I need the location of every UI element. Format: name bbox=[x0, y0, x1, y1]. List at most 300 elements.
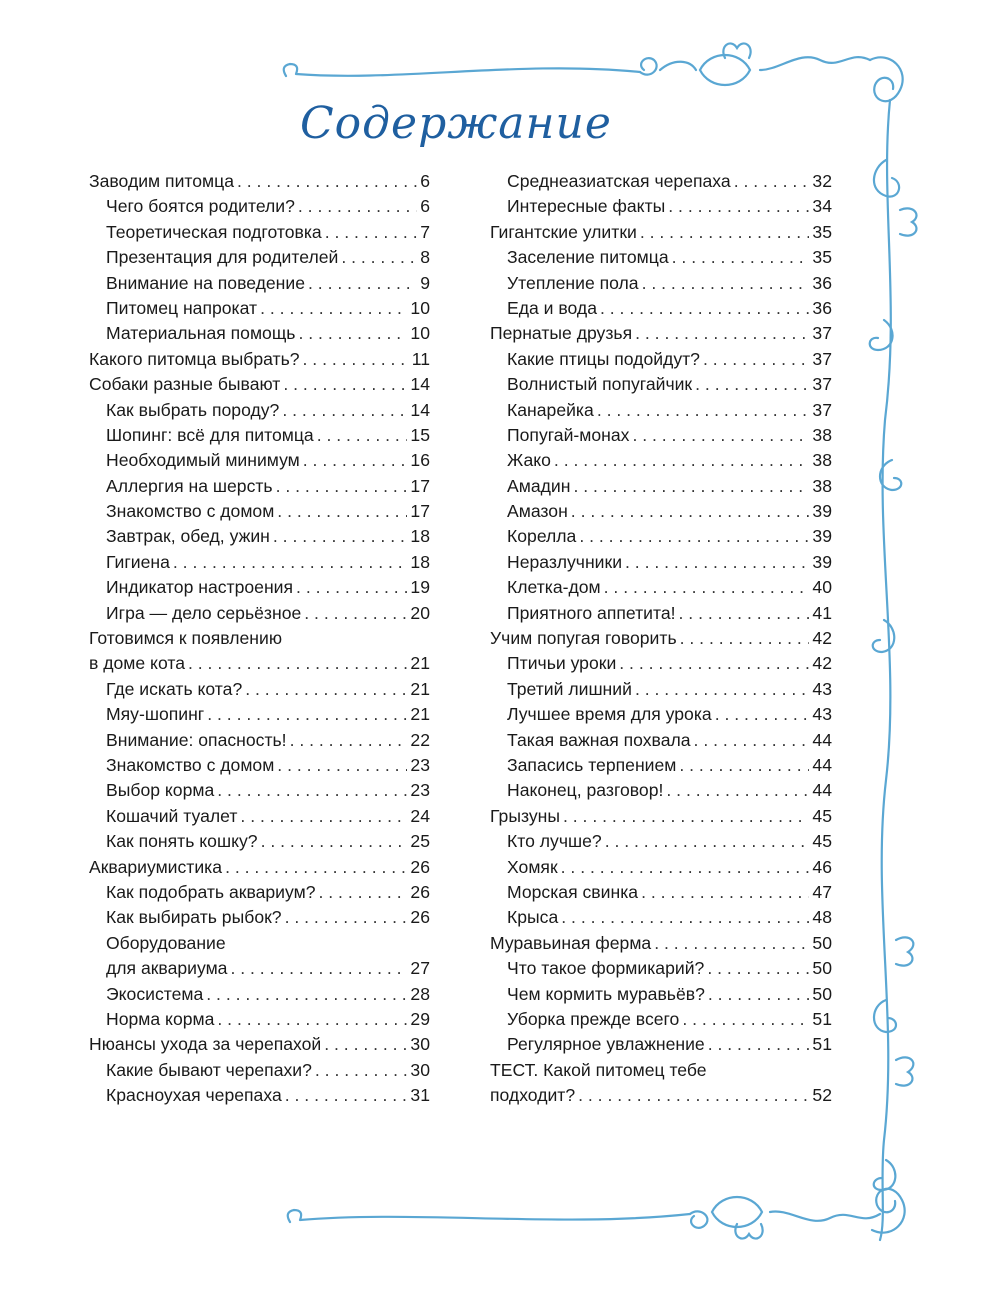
toc-page-number: 44 bbox=[812, 729, 832, 750]
toc-page-number: 32 bbox=[812, 171, 832, 191]
corner-swirl-top-right bbox=[870, 57, 903, 101]
toc-dot-leader bbox=[734, 169, 810, 194]
toc-page-number: 21 bbox=[410, 704, 430, 725]
toc-dot-leader bbox=[173, 550, 408, 575]
toc-entry-title: Чего боятся родители? bbox=[106, 196, 295, 217]
toc-entry-title: Чем кормить муравьёв? bbox=[507, 983, 705, 1004]
toc-entry[interactable] bbox=[89, 194, 430, 219]
toc-dot-leader bbox=[708, 982, 810, 1007]
toc-page-number: 50 bbox=[812, 983, 832, 1004]
toc-dot-leader bbox=[625, 550, 809, 575]
toc-entry[interactable] bbox=[89, 1083, 430, 1108]
toc-entry-title: Неразлучники bbox=[507, 551, 623, 572]
toc-entry[interactable] bbox=[89, 753, 430, 778]
top-border-scroll bbox=[284, 64, 640, 76]
toc-entry-title: Мяу-шопинг bbox=[106, 704, 205, 725]
toc-dot-leader bbox=[640, 220, 810, 245]
toc-entry[interactable] bbox=[490, 982, 832, 1007]
toc-entry[interactable] bbox=[490, 398, 832, 423]
toc-entry-title: для аквариума bbox=[106, 958, 228, 979]
toc-entry[interactable] bbox=[89, 1007, 430, 1032]
toc-entry-title: Шопинг: всё для питомца bbox=[106, 424, 314, 445]
toc-entry[interactable] bbox=[490, 651, 832, 676]
toc-entry[interactable] bbox=[89, 448, 430, 473]
toc-entry[interactable] bbox=[89, 677, 430, 702]
toc-page-number: 21 bbox=[410, 653, 430, 674]
toc-dot-leader bbox=[682, 1007, 809, 1032]
toc-page-number: 39 bbox=[812, 551, 832, 572]
toc-dot-leader bbox=[217, 1007, 407, 1032]
toc-dot-leader bbox=[708, 1032, 810, 1057]
toc-page-number: 23 bbox=[410, 754, 430, 775]
toc-dot-leader bbox=[641, 880, 809, 905]
toc-dot-leader bbox=[237, 169, 417, 194]
toc-dot-leader bbox=[296, 575, 407, 600]
toc-page-number: 42 bbox=[812, 628, 832, 649]
toc-dot-leader bbox=[573, 474, 809, 499]
toc-entry-title: Аквариумистика bbox=[89, 856, 223, 877]
toc-dot-leader bbox=[635, 677, 809, 702]
toc-page-number: 50 bbox=[812, 958, 832, 979]
toc-entry-title: Клетка-дом bbox=[507, 577, 601, 598]
toc-entry-title: Как подобрать аквариум? bbox=[106, 881, 316, 902]
corner-swirl-bottom-right bbox=[872, 1189, 905, 1233]
toc-page-number: 38 bbox=[812, 475, 832, 496]
toc-entry[interactable] bbox=[490, 271, 832, 296]
toc-page-number: 10 bbox=[410, 297, 430, 318]
toc-entry-title: Какие бывают черепахи? bbox=[106, 1059, 312, 1080]
right-curl-6 bbox=[874, 1160, 896, 1190]
toc-entry[interactable] bbox=[89, 601, 430, 626]
toc-dot-leader bbox=[283, 372, 407, 397]
toc-entry-title: Корелла bbox=[507, 526, 577, 547]
toc-entry[interactable] bbox=[89, 575, 430, 600]
toc-entry[interactable] bbox=[490, 347, 832, 372]
toc-entry-title: Гигантские улитки bbox=[490, 221, 637, 242]
toc-page-number: 16 bbox=[410, 450, 430, 471]
toc-page-number: 50 bbox=[812, 932, 832, 953]
toc-entry[interactable] bbox=[89, 855, 430, 880]
toc-entry[interactable] bbox=[89, 474, 430, 499]
toc-entry[interactable] bbox=[490, 220, 832, 245]
toc-entry-title: Нюансы ухода за черепахой bbox=[89, 1034, 322, 1055]
toc-page-number: 14 bbox=[410, 374, 430, 395]
toc-page-number: 37 bbox=[812, 348, 832, 369]
toc-page-number: 25 bbox=[410, 831, 430, 852]
toc-entry[interactable] bbox=[490, 702, 832, 727]
toc-dot-leader bbox=[715, 702, 810, 727]
toc-dot-leader bbox=[561, 905, 809, 930]
toc-page-number: 45 bbox=[812, 831, 832, 852]
toc-page-number: 39 bbox=[812, 526, 832, 547]
toc-dot-leader bbox=[206, 982, 407, 1007]
toc-dot-leader bbox=[304, 601, 407, 626]
toc-entry-title: Крыса bbox=[507, 907, 559, 928]
toc-entry[interactable] bbox=[89, 804, 430, 829]
toc-dot-leader bbox=[563, 804, 809, 829]
top-curl-3 bbox=[760, 57, 870, 70]
toc-entry-title: Завтрак, обед, ужин bbox=[106, 526, 270, 547]
toc-page-number: 38 bbox=[812, 450, 832, 471]
toc-dot-leader bbox=[298, 194, 417, 219]
toc-page-number: 37 bbox=[812, 399, 832, 420]
toc-entry[interactable] bbox=[89, 321, 430, 346]
toc-entry[interactable] bbox=[89, 347, 430, 372]
toc-dot-leader bbox=[632, 423, 809, 448]
toc-entry[interactable] bbox=[89, 550, 430, 575]
toc-column-right bbox=[490, 169, 832, 1108]
toc-page-number: 15 bbox=[410, 424, 430, 445]
toc-entry-title: Учим попугая говорить bbox=[490, 628, 677, 649]
toc-page-number: 44 bbox=[812, 780, 832, 801]
toc-entry[interactable] bbox=[490, 677, 832, 702]
toc-dot-leader bbox=[695, 372, 809, 397]
toc-page-number: 20 bbox=[410, 602, 430, 623]
toc-dot-leader bbox=[341, 245, 417, 270]
toc-page-number: 41 bbox=[812, 602, 832, 623]
toc-entry-title: Приятного аппетита! bbox=[507, 602, 676, 623]
toc-entry-title: в доме кота bbox=[89, 653, 185, 674]
toc-entry-title: подходит? bbox=[490, 1085, 576, 1106]
toc-entry-title: Внимание на поведение bbox=[106, 272, 306, 293]
toc-entry-title: Питомец напрокат bbox=[106, 297, 258, 318]
toc-entry[interactable] bbox=[490, 753, 832, 778]
toc-entry[interactable] bbox=[89, 905, 430, 930]
toc-entry-title: Презентация для родителей bbox=[106, 247, 339, 268]
right-border-line bbox=[880, 100, 891, 1240]
toc-entry-title: Морская свинка bbox=[507, 881, 639, 902]
toc-dot-leader bbox=[642, 271, 810, 296]
toc-entry[interactable] bbox=[490, 296, 832, 321]
toc-entry-title: Норма корма bbox=[106, 1008, 215, 1029]
toc-page-number: 23 bbox=[410, 780, 430, 801]
toc-entry[interactable] bbox=[89, 829, 430, 854]
toc-dot-leader bbox=[635, 321, 809, 346]
toc-page-number: 30 bbox=[410, 1034, 430, 1055]
toc-dot-leader bbox=[680, 626, 810, 651]
toc-entry[interactable] bbox=[490, 372, 832, 397]
right-curl-4 bbox=[873, 620, 895, 652]
toc-dot-leader bbox=[240, 804, 407, 829]
toc-page-number: 43 bbox=[812, 678, 832, 699]
toc-dot-leader bbox=[679, 601, 810, 626]
toc-entry-title: Игра — дело серьёзное bbox=[106, 602, 302, 623]
toc-entry-title: Среднеазиатская черепаха bbox=[507, 171, 731, 191]
toc-entry-title: Еда и вода bbox=[507, 297, 597, 318]
toc-entry-title: Где искать кота? bbox=[106, 678, 243, 699]
toc-entry-title: Знакомство с домом bbox=[106, 754, 275, 775]
toc-entry-title: Кто лучше? bbox=[507, 831, 602, 852]
toc-page-number: 7 bbox=[420, 221, 430, 242]
toc-entry-title: Канарейка bbox=[507, 399, 594, 420]
toc-entry-title: Красноухая черепаха bbox=[106, 1085, 282, 1106]
toc-entry[interactable] bbox=[490, 626, 832, 651]
bottom-border-line bbox=[288, 1210, 690, 1222]
toc-dot-leader bbox=[318, 880, 407, 905]
top-curl-1 bbox=[640, 58, 657, 74]
toc-dot-leader bbox=[600, 296, 809, 321]
toc-page-number: 28 bbox=[410, 983, 430, 1004]
toc-dot-leader bbox=[561, 855, 810, 880]
toc-entry[interactable] bbox=[490, 575, 832, 600]
toc-entry[interactable] bbox=[89, 499, 430, 524]
toc-entry[interactable] bbox=[490, 1083, 832, 1108]
toc-page-number: 39 bbox=[812, 501, 832, 522]
toc-page-number: 9 bbox=[420, 272, 430, 293]
toc-page-number: 8 bbox=[420, 247, 430, 268]
toc-dot-leader bbox=[273, 524, 408, 549]
toc-page-number: 27 bbox=[410, 958, 430, 979]
toc-entry[interactable] bbox=[490, 601, 832, 626]
toc-entry-title: Внимание: опасность! bbox=[106, 729, 287, 750]
toc-page-number: 36 bbox=[812, 297, 832, 318]
toc-dot-leader bbox=[668, 194, 809, 219]
toc-page-number: 26 bbox=[410, 856, 430, 877]
toc-dot-leader bbox=[605, 829, 810, 854]
toc-page-number: 37 bbox=[812, 374, 832, 395]
toc-entry-title: Аллергия на шерсть bbox=[106, 475, 273, 496]
toc-entry-title: Собаки разные бывают bbox=[89, 374, 281, 395]
toc-entry-title: Наконец, разговор! bbox=[507, 780, 664, 801]
toc-entry[interactable] bbox=[490, 804, 832, 829]
toc-entry[interactable] bbox=[89, 956, 430, 981]
toc-entry[interactable] bbox=[490, 1007, 832, 1032]
toc-page-number: 46 bbox=[812, 856, 832, 877]
toc-dot-leader bbox=[217, 778, 407, 803]
toc-page-number: 31 bbox=[410, 1085, 430, 1106]
toc-page-number: 21 bbox=[410, 678, 430, 699]
top-curl-2 bbox=[660, 62, 696, 70]
toc-entry-title: Как выбрать породу? bbox=[106, 399, 280, 420]
toc-entry-title: Волнистый попугайчик bbox=[507, 374, 693, 395]
toc-entry[interactable] bbox=[490, 524, 832, 549]
toc-dot-leader bbox=[578, 1083, 809, 1108]
toc-entry-title: Индикатор настроения bbox=[106, 577, 294, 598]
toc-dot-leader bbox=[277, 753, 407, 778]
toc-dot-leader bbox=[579, 524, 809, 549]
toc-page-number: 42 bbox=[812, 653, 832, 674]
toc-entry-title: Какого питомца выбрать? bbox=[89, 348, 300, 369]
toc-dot-leader bbox=[679, 753, 809, 778]
toc-dot-leader bbox=[188, 651, 407, 676]
toc-entry[interactable] bbox=[89, 372, 430, 397]
toc-page-number: 24 bbox=[410, 805, 430, 826]
toc-page-number: 45 bbox=[812, 805, 832, 826]
toc-entry[interactable] bbox=[490, 1032, 832, 1057]
toc-entry-title: Попугай-монах bbox=[507, 424, 630, 445]
toc-entry-title: ТЕСТ. Какой питомец тебе bbox=[490, 1059, 707, 1080]
toc-entry[interactable] bbox=[89, 778, 430, 803]
toc-dot-leader bbox=[672, 245, 810, 270]
toc-entry[interactable] bbox=[89, 931, 430, 956]
toc-entry[interactable] bbox=[490, 550, 832, 575]
toc-entry[interactable] bbox=[89, 423, 430, 448]
toc-entry-title: Хомяк bbox=[507, 856, 558, 877]
toc-entry-title: Амадин bbox=[507, 475, 571, 496]
toc-dot-leader bbox=[303, 448, 408, 473]
toc-page-number: 36 bbox=[812, 272, 832, 293]
toc-entry-title: Третий лишний bbox=[507, 678, 632, 699]
toc-entry[interactable] bbox=[490, 499, 832, 524]
toc-entry-title: Регулярное увлажнение bbox=[507, 1034, 705, 1055]
toc-entry[interactable] bbox=[490, 423, 832, 448]
top-flourish bbox=[700, 55, 750, 85]
toc-dot-leader bbox=[282, 398, 407, 423]
toc-page-number: 43 bbox=[812, 704, 832, 725]
toc-entry-title: Лучшее время для урока bbox=[507, 704, 712, 725]
toc-dot-leader bbox=[303, 347, 409, 372]
toc-entry[interactable] bbox=[89, 728, 430, 753]
toc-entry[interactable] bbox=[490, 448, 832, 473]
toc-entry-title: Готовимся к появлению bbox=[89, 628, 283, 649]
toc-page-number: 11 bbox=[411, 348, 430, 369]
toc-entry[interactable] bbox=[490, 778, 832, 803]
toc-entry[interactable] bbox=[89, 982, 430, 1007]
toc-dot-leader bbox=[317, 423, 408, 448]
toc-entry-title: Знакомство с домом bbox=[106, 501, 275, 522]
toc-entry[interactable] bbox=[490, 905, 832, 930]
toc-entry-title: Птичьи уроки bbox=[507, 653, 617, 674]
right-leaf-2 bbox=[896, 937, 913, 965]
toc-entry[interactable] bbox=[490, 728, 832, 753]
toc-entry-title: Такая важная похвала bbox=[507, 729, 691, 750]
toc-entry-title: Оборудование bbox=[106, 932, 226, 953]
right-leaf-1 bbox=[900, 208, 916, 235]
toc-dot-leader bbox=[290, 728, 408, 753]
toc-page-number: 17 bbox=[410, 501, 430, 522]
toc-entry[interactable] bbox=[89, 398, 430, 423]
toc-entry-title: Уборка прежде всего bbox=[507, 1008, 680, 1029]
toc-page-number: 40 bbox=[812, 577, 832, 598]
toc-page-number: 29 bbox=[410, 1008, 430, 1029]
toc-entry[interactable] bbox=[89, 880, 430, 905]
toc-entry[interactable] bbox=[490, 1058, 832, 1083]
toc-entry-title: Какие птицы подойдут? bbox=[507, 348, 700, 369]
toc-entry[interactable] bbox=[89, 245, 430, 270]
toc-entry-title: Грызуны bbox=[490, 805, 560, 826]
toc-entry-title: Заводим питомца bbox=[89, 171, 234, 191]
toc-entry[interactable] bbox=[89, 1058, 430, 1083]
toc-dot-leader bbox=[571, 499, 810, 524]
toc-dot-leader bbox=[597, 398, 810, 423]
toc-page-number: 34 bbox=[812, 196, 832, 217]
toc-page-number: 6 bbox=[420, 196, 430, 217]
toc-entry-title: Материальная помощь bbox=[106, 323, 296, 344]
toc-dot-leader bbox=[654, 931, 809, 956]
toc-page-number: 51 bbox=[812, 1008, 832, 1029]
toc-entry-title: Интересные факты bbox=[507, 196, 666, 217]
toc-dot-leader bbox=[260, 296, 407, 321]
toc-entry-title: Пернатые друзья bbox=[490, 323, 633, 344]
right-curl-5 bbox=[874, 1000, 896, 1032]
bottom-flourish bbox=[712, 1197, 762, 1227]
toc-page-number: 18 bbox=[410, 551, 430, 572]
toc-page-number: 38 bbox=[812, 424, 832, 445]
toc-dot-leader bbox=[325, 220, 417, 245]
toc-entry[interactable] bbox=[490, 829, 832, 854]
toc-dot-leader bbox=[308, 271, 417, 296]
toc-page-number: 48 bbox=[812, 907, 832, 928]
toc-dot-leader bbox=[207, 702, 407, 727]
toc-entry[interactable] bbox=[490, 169, 832, 194]
toc-entry-title: Выбор корма bbox=[106, 780, 215, 801]
bottom-curl-2 bbox=[770, 1211, 880, 1220]
toc-entry-title: Амазон bbox=[507, 501, 568, 522]
toc-page-number: 6 bbox=[420, 171, 430, 191]
toc-entry[interactable] bbox=[89, 169, 430, 194]
bottom-curl-1 bbox=[690, 1211, 707, 1227]
toc-page-number: 17 bbox=[410, 475, 430, 496]
toc-dot-leader bbox=[276, 474, 408, 499]
toc-dot-leader bbox=[619, 651, 809, 676]
toc-page-number: 26 bbox=[410, 907, 430, 928]
toc-entry[interactable] bbox=[490, 855, 832, 880]
toc-page-number: 18 bbox=[410, 526, 430, 547]
toc-entry[interactable] bbox=[490, 956, 832, 981]
toc-entry[interactable] bbox=[89, 220, 430, 245]
toc-entry[interactable] bbox=[490, 194, 832, 219]
toc-entry-title: Необходимый минимум bbox=[106, 450, 300, 471]
toc-dot-leader bbox=[285, 1083, 408, 1108]
right-leaf-3 bbox=[896, 1057, 913, 1085]
toc-page-number: 37 bbox=[812, 323, 832, 344]
toc-page-number: 35 bbox=[812, 221, 832, 242]
toc-dot-leader bbox=[666, 778, 809, 803]
toc-entry[interactable] bbox=[89, 271, 430, 296]
toc-entry[interactable] bbox=[490, 321, 832, 346]
toc-entry[interactable] bbox=[490, 245, 832, 270]
toc-entry-title: Жако bbox=[507, 450, 551, 471]
toc-entry-title: Кошачий туалет bbox=[106, 805, 238, 826]
toc-entry[interactable] bbox=[490, 474, 832, 499]
toc-dot-leader bbox=[604, 575, 810, 600]
toc-dot-leader bbox=[707, 956, 809, 981]
toc-dot-leader bbox=[225, 855, 407, 880]
toc-dot-leader bbox=[261, 829, 408, 854]
toc-entry[interactable] bbox=[89, 651, 430, 676]
toc-entry-title: Экосистема bbox=[106, 983, 204, 1004]
toc-page-number: 26 bbox=[410, 881, 430, 902]
toc-entry[interactable] bbox=[89, 702, 430, 727]
toc-page-number: 30 bbox=[410, 1059, 430, 1080]
toc-entry-title: Как понять кошку? bbox=[106, 831, 258, 852]
toc-page-number: 44 bbox=[812, 754, 832, 775]
toc-page-number: 10 bbox=[410, 323, 430, 344]
toc-page-number: 19 bbox=[410, 577, 430, 598]
toc-dot-leader bbox=[245, 677, 407, 702]
toc-entry-title: Что такое формикарий? bbox=[507, 958, 705, 979]
toc-page-number: 22 bbox=[410, 729, 430, 750]
toc-entry[interactable] bbox=[490, 880, 832, 905]
toc-entry-title: Как выбирать рыбок? bbox=[106, 907, 282, 928]
toc-dot-leader bbox=[694, 728, 810, 753]
toc-dot-leader bbox=[230, 956, 407, 981]
toc-dot-leader bbox=[703, 347, 809, 372]
toc-entry[interactable] bbox=[89, 296, 430, 321]
toc-entry[interactable] bbox=[89, 524, 430, 549]
toc-entry[interactable] bbox=[490, 931, 832, 956]
toc-entry-title: Утепление пола bbox=[507, 272, 639, 293]
page-title: Содержание bbox=[300, 98, 612, 149]
toc-entry-title: Муравьиная ферма bbox=[490, 932, 652, 953]
toc-entry-title: Гигиена bbox=[106, 551, 170, 572]
toc-entry[interactable] bbox=[89, 626, 430, 651]
toc-page-number: 51 bbox=[812, 1034, 832, 1055]
toc-entry[interactable] bbox=[89, 1032, 430, 1057]
toc-dot-leader bbox=[324, 1032, 407, 1057]
toc-entry-title: Теоретическая подготовка bbox=[106, 221, 322, 242]
toc-dot-leader bbox=[315, 1058, 408, 1083]
